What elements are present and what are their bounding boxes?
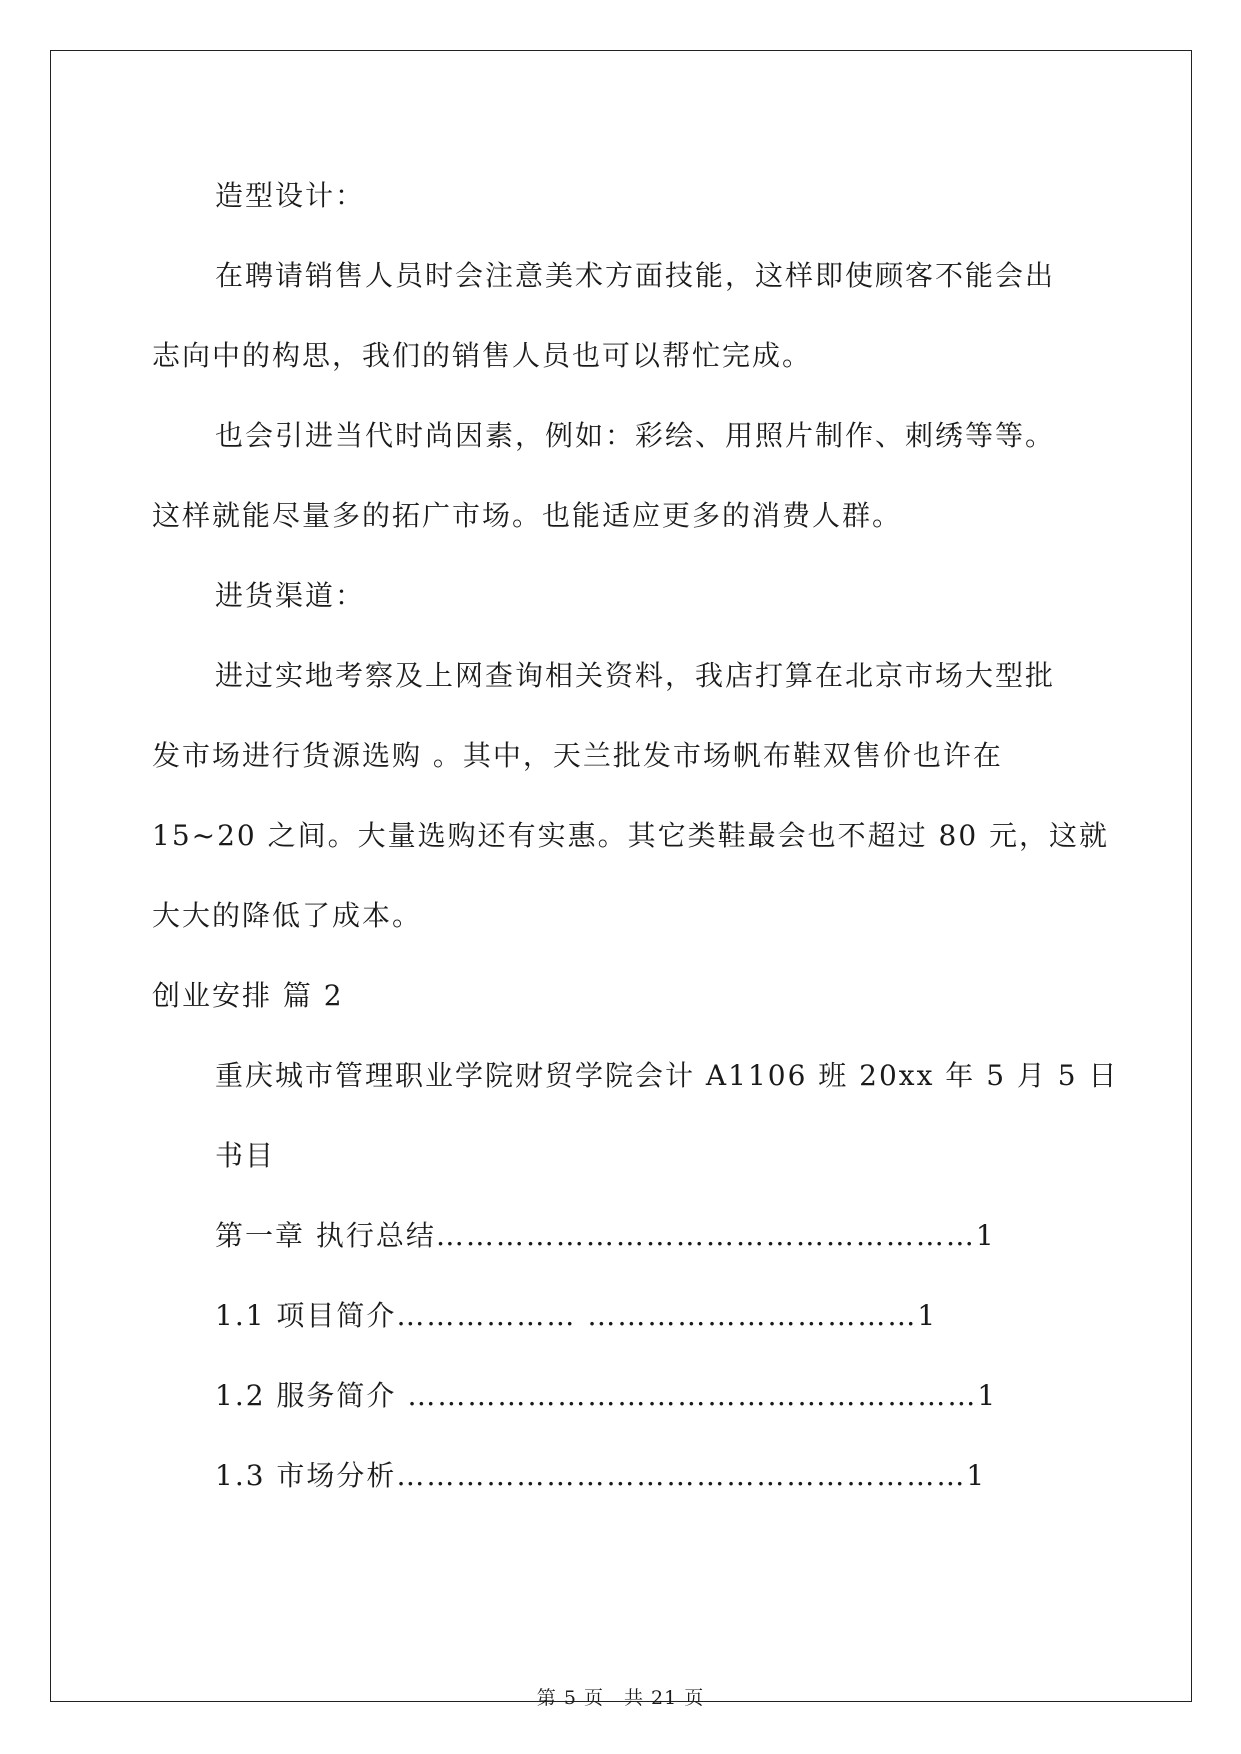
page-border bbox=[50, 50, 1192, 1702]
heading-purchase-channel: 进货渠道： bbox=[215, 579, 366, 612]
toc-entry: 第一章 执行总结………………………………………………1 bbox=[215, 1219, 996, 1252]
author-line: 重庆城市管理职业学院财贸学院会计 A1106 班 20xx 年 5 月 5 日 bbox=[215, 1059, 1119, 1092]
toc-entry: 1.2 服务简介 …………………………………………………1 bbox=[215, 1379, 998, 1412]
paragraph-line: 发市场进行货源选购 。其中，天兰批发市场帆布鞋双售价也许在 bbox=[152, 739, 1003, 772]
toc-heading: 书目 bbox=[215, 1139, 276, 1172]
paragraph-line: 这样就能尽量多的拓广市场。也能适应更多的消费人群。 bbox=[152, 499, 903, 532]
heading-styling-design: 造型设计： bbox=[215, 179, 366, 212]
paragraph-line: 进过实地考察及上网查询相关资料，我店打算在北京市场大型批 bbox=[215, 659, 1056, 692]
toc-entry: 1.1 项目简介……………… ……………………………1 bbox=[215, 1299, 938, 1332]
paragraph-line: 也会引进当代时尚因素，例如：彩绘、用照片制作、刺绣等等。 bbox=[215, 419, 1056, 452]
section-title: 创业安排 篇 2 bbox=[152, 979, 344, 1012]
page-number-footer: 第 5 页 共 21 页 bbox=[536, 1687, 705, 1709]
paragraph-line: 志向中的构思，我们的销售人员也可以帮忙完成。 bbox=[152, 339, 813, 372]
paragraph-line: 大大的降低了成本。 bbox=[152, 899, 423, 932]
toc-entry: 1.3 市场分析…………………………………………………1 bbox=[215, 1459, 987, 1492]
paragraph-line: 在聘请销售人员时会注意美术方面技能，这样即使顾客不能会出 bbox=[215, 259, 1056, 292]
paragraph-line: 15~20 之间。大量选购还有实惠。其它类鞋最会也不超过 80 元，这就 bbox=[152, 819, 1110, 852]
